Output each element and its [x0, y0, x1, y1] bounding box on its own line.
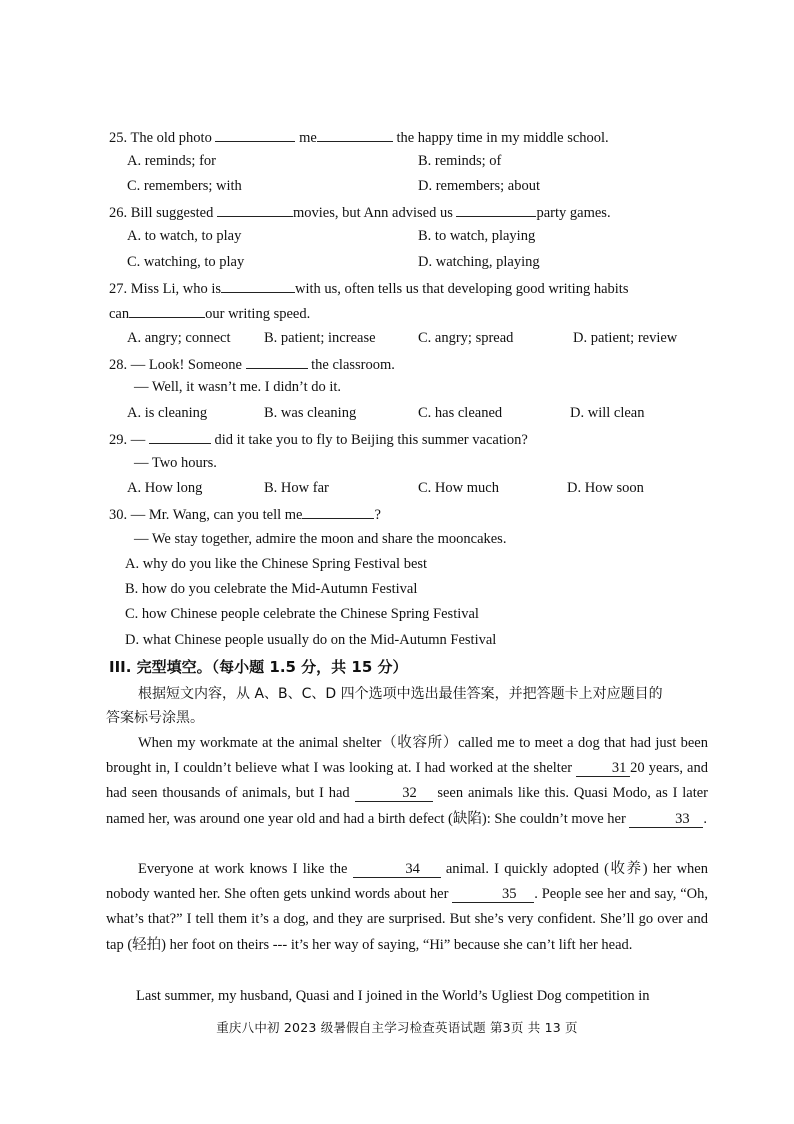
page-footer: 重庆八中初 2023 级暑假自主学习检查英语试题 第3页 共 13 页 [216, 1020, 578, 1035]
option-c: C. How much [418, 480, 499, 496]
stem-text: 30. — Mr. Wang, can you tell me [109, 507, 303, 523]
cloze-blank-35: 35 [452, 886, 534, 903]
section-instruction-cont: 答案标号涂黑。 [106, 710, 204, 726]
option-c: C. how Chinese people celebrate the Chinese Spring Festival [125, 606, 479, 622]
option-d: D. remembers; about [418, 178, 541, 194]
cloze-blank-32: 32 [355, 785, 433, 802]
option-a: A. to watch, to play [127, 228, 242, 244]
question-30-reply: — We stay together, admire the moon and share the mooncakes. [134, 531, 507, 547]
cloze-blank-31: 31 [576, 760, 630, 777]
question-28-stem [109, 354, 395, 374]
answer-blank [456, 202, 536, 217]
passage-text: . [703, 810, 708, 827]
option-d: D. what Chinese people usually do on the Mid-Autumn Festival [125, 632, 497, 648]
question-30-stem [109, 504, 381, 524]
option-b: B. to watch, playing [418, 228, 536, 244]
option-b: B. was cleaning [264, 405, 357, 421]
answer-blank [215, 127, 295, 142]
passage-text: seen animals like this. Quasi Modo, as I later named her, was around one year old and had a birth defect (缺陷): She couldn’t move her [106, 785, 709, 827]
question-28-reply: — Well, it wasn’t me. I didn’t do it. [134, 379, 342, 395]
option-a: A. How long [127, 480, 203, 496]
passage-text: When my workmate at the animal shelter（收容所）called me to meet a dog that had just been brought in, I couldn’t believe what I was looking at. I had worked at the shelter [106, 735, 708, 777]
cloze-blank-33: 33 [629, 811, 703, 828]
option-d: D. How soon [567, 480, 644, 496]
question-29-stem [109, 429, 528, 449]
option-c: C. angry; spread [418, 330, 514, 346]
answer-blank [149, 429, 211, 444]
stem-text: can [109, 306, 130, 322]
answer-blank [221, 278, 295, 293]
passage-paragraph-1 [106, 731, 708, 832]
stem-text: 28. — Look! Someone [109, 357, 246, 373]
stem-text: 29. — [109, 432, 149, 448]
stem-text: ? [374, 507, 381, 523]
stem-text: did it take you to fly to Beijing this summer vacation? [210, 432, 528, 448]
option-c: C. remembers; with [127, 178, 242, 194]
answer-blank [217, 202, 293, 217]
answer-blank [246, 354, 308, 369]
question-29-reply: — Two hours. [134, 455, 217, 471]
section-heading: III. 完型填空。（每小题 1.5 分，共 15 分） [109, 658, 408, 676]
cloze-blank-34: 34 [353, 861, 441, 878]
question-27-stem-cont [109, 303, 310, 323]
option-a: A. reminds; for [127, 153, 216, 169]
stem-text: the happy time in my middle school. [392, 130, 609, 146]
option-d: D. will clean [570, 405, 645, 421]
option-c: C. has cleaned [418, 405, 503, 421]
option-a: A. why do you like the Chinese Spring Festival best [125, 556, 428, 572]
option-b: B. How far [264, 480, 329, 496]
question-27-stem [109, 278, 628, 298]
passage-text: 20 years, and had seen thousands of animals, but I had [106, 760, 708, 802]
question-25-stem [109, 127, 609, 147]
stem-text: me [295, 130, 317, 146]
option-b: B. how do you celebrate the Mid-Autumn Festival [125, 581, 418, 597]
stem-text: party games. [536, 205, 611, 221]
passage-text: Everyone at work knows I like the [138, 861, 353, 877]
option-d: D. patient; review [573, 330, 678, 346]
option-a: A. angry; connect [127, 330, 231, 346]
question-26-stem [109, 202, 611, 222]
passage-paragraph-2 [106, 857, 708, 958]
passage-paragraph-3: Last summer, my husband, Quasi and I joined in the World’s Ugliest Dog competition in [136, 988, 650, 1004]
stem-text: movies, but Ann advised us [292, 205, 457, 221]
answer-blank [302, 504, 374, 519]
stem-text: 27. Miss Li, who is [109, 281, 221, 297]
option-b: B. patient; increase [264, 330, 376, 346]
option-a: A. is cleaning [127, 405, 208, 421]
stem-text: 25. The old photo [109, 130, 216, 146]
answer-blank [129, 303, 205, 318]
stem-text: our writing speed. [205, 306, 311, 322]
option-b: B. reminds; of [418, 153, 502, 169]
option-c: C. watching, to play [127, 254, 245, 270]
section-instruction: 根据短文内容，从 A、B、C、D 四个选项中选出最佳答案，并把答题卡上对应题目的 [138, 686, 663, 702]
passage-text: animal. I quickly adopted (收养) her when nobody wanted her. She often gets unkind words about her [106, 861, 708, 903]
option-d: D. watching, playing [418, 254, 540, 270]
answer-blank [317, 127, 393, 142]
passage-text: . People see her and say, “Oh, what’s that?” I tell them it’s a dog, and they are surprised. But she’s very confident. She’ll go over and tap (轻拍) her foot on theirs --- it’s her way of saying, “Hi” because she can’t lift her head. [106, 886, 709, 953]
stem-text: 26. Bill suggested [109, 205, 217, 221]
stem-text: the classroom. [307, 357, 395, 373]
stem-text: with us, often tells us that developing good writing habits [295, 281, 629, 297]
